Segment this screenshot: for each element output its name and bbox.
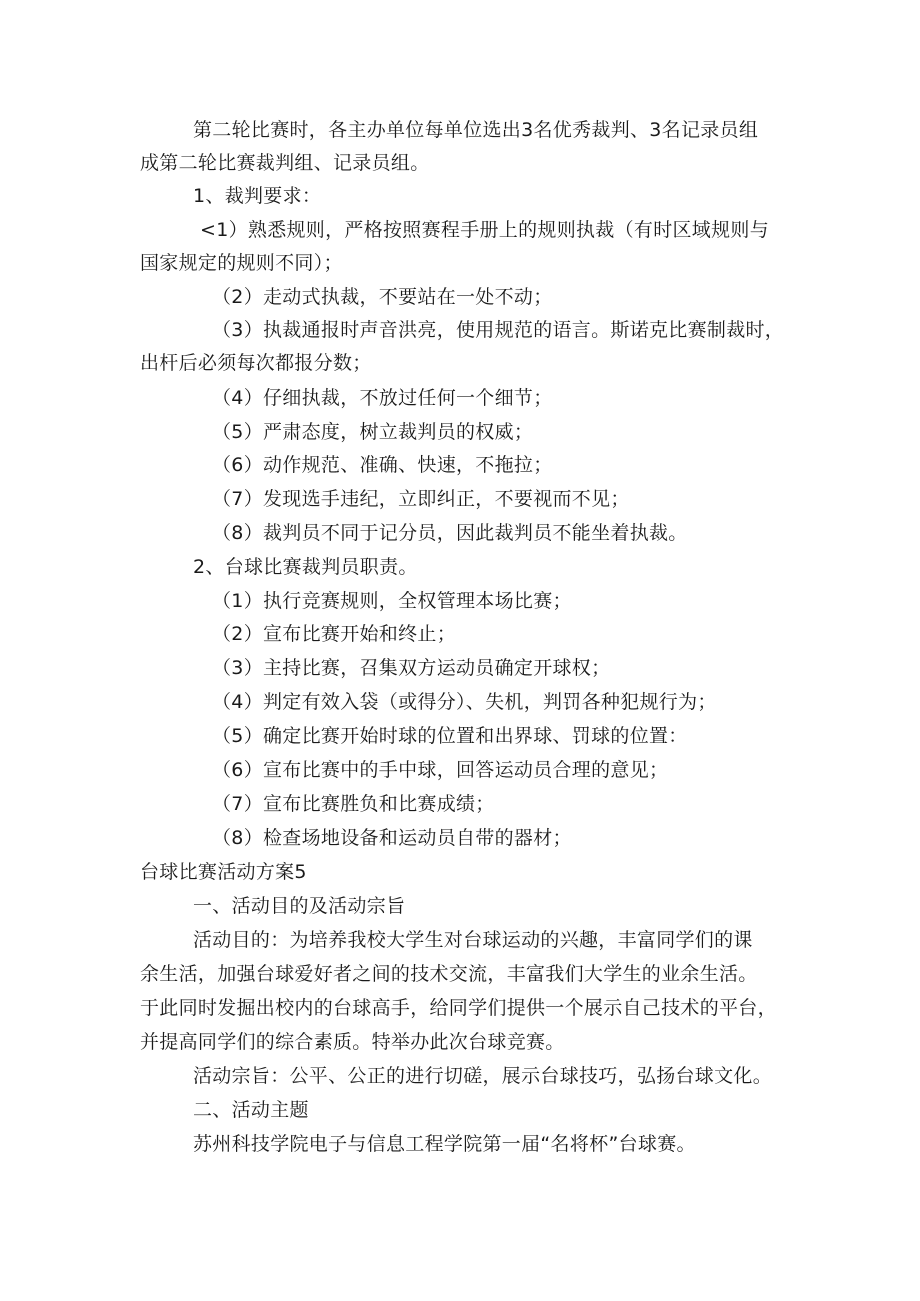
- paragraph-line: 出杆后必须每次都报分数；: [140, 352, 372, 374]
- list-item: （3）主持比赛，召集双方运动员确定开球权；: [212, 657, 611, 679]
- paragraph-line: 活动宗旨：公平、公正的进行切磋，展示台球技巧，弘扬台球文化。: [193, 1065, 773, 1087]
- list-item: （7）发现选手违纪，立即纠正，不要视而不见；: [212, 488, 630, 510]
- list-item: （4）判定有效入袋（或得分）、失机，判罚各种犯规行为；: [212, 691, 717, 713]
- list-item: （2）走动式执裁，不要站在一处不动；: [212, 286, 553, 308]
- list-item: （5）严肃态度，树立裁判员的权威；: [212, 421, 534, 443]
- list-item: （2）宣布比赛开始和终止；: [212, 623, 456, 645]
- paragraph-line: 于此同时发掘出校内的台球高手，给同学们提供一个展示自己技术的平台，: [140, 997, 777, 1019]
- section-heading: 2、台球比赛裁判员职责。: [193, 556, 418, 578]
- paragraph-line: 活动目的：为培养我校大学生对台球运动的兴趣，丰富同学们的课: [193, 929, 753, 951]
- list-item: （7）宣布比赛胜负和比赛成绩；: [212, 793, 495, 815]
- list-item: （4）仔细执裁，不放过任何一个细节；: [212, 387, 553, 409]
- list-item: （8）检查场地设备和运动员自带的器材；: [212, 827, 572, 849]
- paragraph-line: 成第二轮比赛裁判组、记录员组。: [140, 152, 430, 174]
- section-heading: 二、活动主题: [193, 1099, 309, 1121]
- paragraph-line: 苏州科技学院电子与信息工程学院第一届“名将杯”台球赛。: [193, 1133, 696, 1155]
- list-item: （5）确定比赛开始时球的位置和出界球、罚球的位置：: [212, 725, 688, 747]
- section-heading: 一、活动目的及活动宗旨: [193, 895, 406, 917]
- list-item: （8）裁判员不同于记分员，因此裁判员不能坐着执裁。: [212, 522, 688, 544]
- list-item: （6）动作规范、准确、快速，不拖拉；: [212, 454, 553, 476]
- list-item: （1）执行竞赛规则，全权管理本场比赛；: [212, 590, 572, 612]
- document-title: 台球比赛活动方案5: [140, 861, 307, 883]
- list-item: （3）执裁通报时声音洪亮，使用规范的语言。斯诺克比赛制裁时，: [212, 319, 785, 341]
- list-item: <1）熟悉规则，严格按照赛程手册上的规则执裁（有时区域规则与: [200, 219, 770, 241]
- paragraph-line: 并提高同学们的综合素质。特举办此次台球竞赛。: [140, 1031, 565, 1053]
- list-item: （6）宣布比赛中的手中球，回答运动员合理的意见；: [212, 759, 669, 781]
- paragraph-line: 第二轮比赛时，各主办单位每单位选出3名优秀裁判、3名记录员组: [193, 119, 759, 141]
- section-heading: 1、裁判要求：: [193, 185, 322, 207]
- paragraph-line: 国家规定的规则不同）；: [140, 252, 343, 274]
- paragraph-line: 余生活，加强台球爱好者之间的技术交流，丰富我们大学生的业余生活。: [140, 963, 758, 985]
